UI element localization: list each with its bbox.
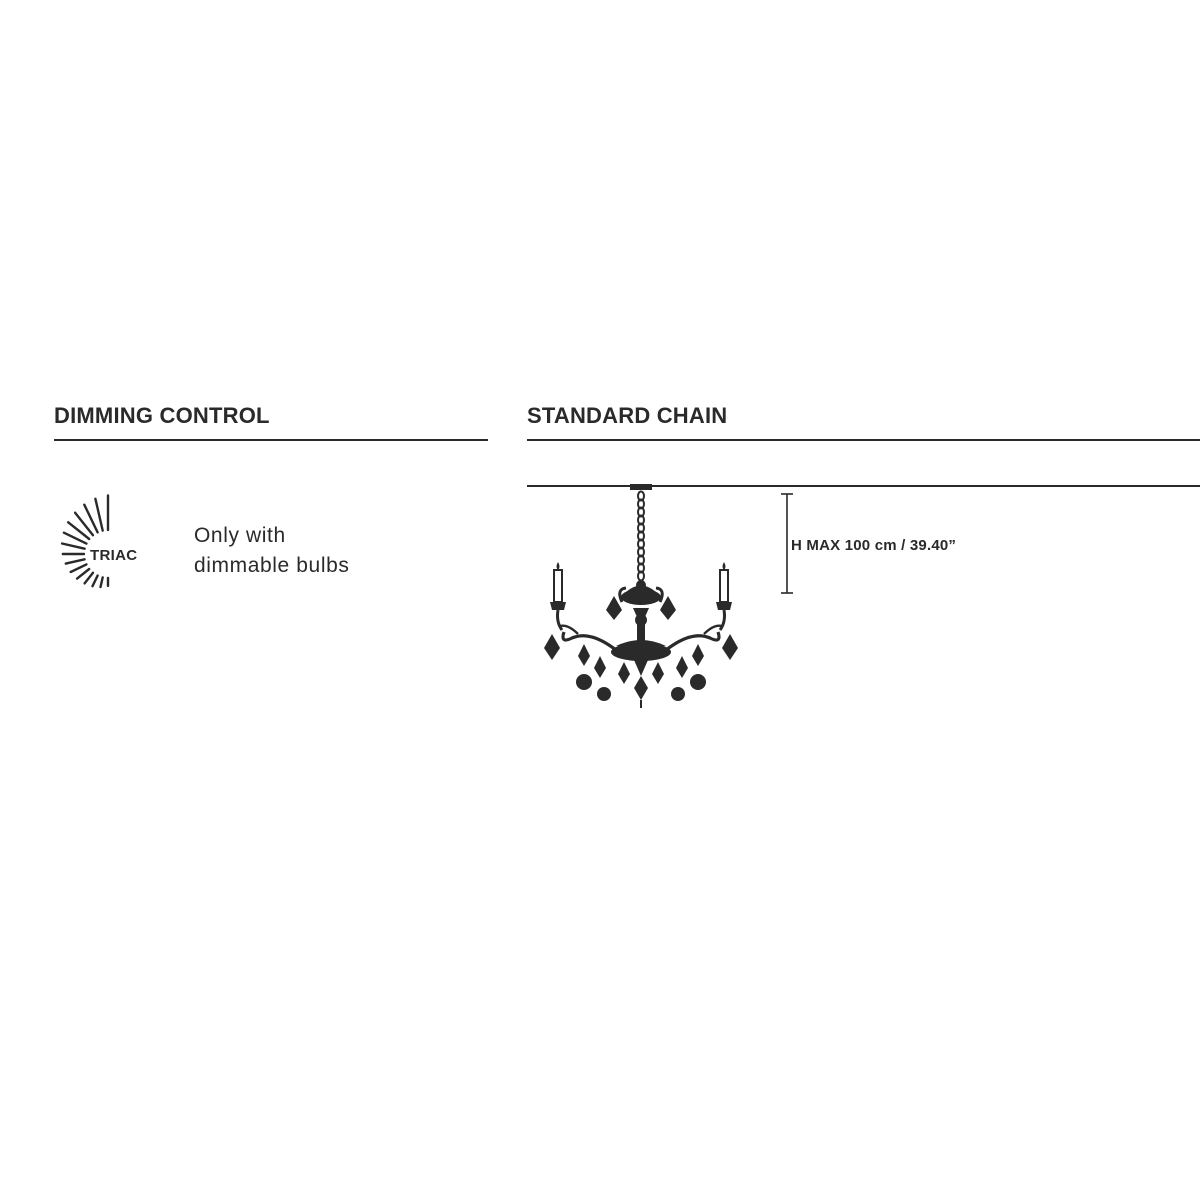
dimmer-ray [95,499,102,531]
dimmer-ray [71,564,87,572]
chandelier-icon [538,484,748,709]
dimmer-ray [77,569,89,579]
dimmer-ray [62,544,85,549]
height-max-label: H MAX 100 cm / 39.40” [791,537,957,554]
triac-label: TRIAC [90,547,138,564]
dimmer-ray [101,577,103,587]
dimming-control-title: DIMMING CONTROL [54,403,270,428]
dimming-divider [54,439,488,441]
dimmer-ray [85,573,93,584]
dimming-note-line-2: dimmable bulbs [194,554,350,577]
dimmer-ray [93,576,98,587]
chain-divider [527,439,1200,441]
dimmer-ray [66,559,85,563]
dimmer-rays-icon [46,478,176,608]
standard-chain-title: STANDARD CHAIN [527,403,728,428]
dimming-note [194,521,349,581]
dimming-note-line-1: Only with [194,524,286,547]
